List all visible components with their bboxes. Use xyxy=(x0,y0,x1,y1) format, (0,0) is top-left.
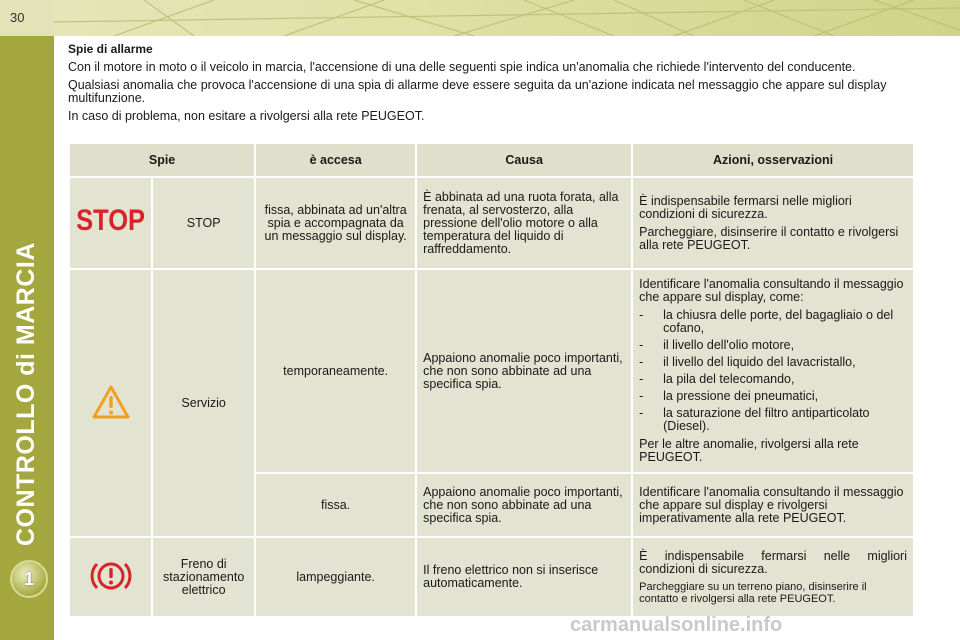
spie-cell: Freno di stazionamento elettrico xyxy=(152,537,255,617)
page-number: 30 xyxy=(0,0,54,36)
chapter-badge xyxy=(10,560,48,598)
intro-paragraph-3: In caso di problema, non esitare a rivolgersi alla rete PEUGEOT. xyxy=(68,109,425,123)
causa-cell: Appaiono anomalie poco importanti, che non sono abbinate ad una specifica spia. xyxy=(416,269,632,473)
intro-paragraph-1: Con il motore in moto o il veicolo in marcia, l'accensione di una delle seguenti spie indica un'anomalia che richiede l'intervento del conducente. xyxy=(68,60,856,74)
accesa-cell: temporaneamente. xyxy=(255,269,416,473)
accesa-cell: fissa, abbinata ad un'altra spia e accompagnata da un messaggio sul display. xyxy=(255,177,416,269)
list-item: - il livello dell'olio motore, xyxy=(639,339,907,352)
table-header-row xyxy=(69,143,914,177)
spie-cell: Servizio xyxy=(152,269,255,537)
accesa-cell: fissa. xyxy=(255,473,416,537)
table-row xyxy=(69,269,914,473)
list-item: - la saturazione del filtro antiparticolato (Diesel). xyxy=(639,407,907,433)
spie-cell: STOP xyxy=(152,177,255,269)
icon-cell xyxy=(69,537,152,617)
icon-cell xyxy=(69,269,152,537)
causa-cell: Appaiono anomalie poco importanti, che non sono abbinate ad una specifica spia. xyxy=(416,473,632,537)
icon-cell xyxy=(69,177,152,269)
header-accesa: è accesa xyxy=(255,143,416,177)
azioni-cell xyxy=(632,269,914,473)
header-band xyxy=(54,0,960,36)
stop-icon: STOP xyxy=(76,203,146,237)
watermark: carmanualsonline.info xyxy=(570,614,783,636)
header-causa: Causa xyxy=(416,143,632,177)
section-heading: Spie di allarme xyxy=(68,42,153,56)
list-item: - la chiusra delle porte, del bagagliaio o del cofano, xyxy=(639,309,907,335)
azioni-cell: Identificare l'anomalia consultando il messaggio che appare sul display e rivolgersi imperativamente alla rete PEUGEOT. xyxy=(632,473,914,537)
azioni-cell xyxy=(632,177,914,269)
list-item: - la pressione dei pneumatici, xyxy=(639,390,907,403)
causa-cell: Il freno elettrico non si inserisce automaticamente. xyxy=(416,537,632,617)
table-row xyxy=(69,537,914,617)
azioni-text: È indispensabile fermarsi nelle migliori condizioni di sicurezza. xyxy=(639,548,907,576)
intro-section xyxy=(68,43,918,128)
table-row xyxy=(69,177,914,269)
list-item: - la pila del telecomando, xyxy=(639,373,907,386)
header-decoration xyxy=(54,0,960,36)
azioni-list xyxy=(639,309,907,433)
azioni-text: È indispensabile fermarsi nelle migliori condizioni di sicurezza. xyxy=(639,193,852,221)
list-item: - il livello del liquido del lavacristallo, xyxy=(639,356,907,369)
azioni-text: Parcheggiare su un terreno piano, disinserire il contatto e rivolgersi alla rete PEUGEOT. xyxy=(639,580,867,605)
azioni-text: Identificare l'anomalia consultando il messaggio che appare sul display, come: xyxy=(639,277,904,304)
azioni-text: Per le altre anomalie, rivolgersi alla rete PEUGEOT. xyxy=(639,437,859,464)
intro-paragraph-2: Qualsiasi anomalia che provoca l'accensione di una spia di allarme deve essere seguita da un'azione indicata nel messaggio che appare sul display multifunzione. xyxy=(68,78,887,105)
warning-lamps-table xyxy=(68,142,915,618)
chapter-number: 1 xyxy=(23,569,34,589)
section-title: CONTROLLO di MARCIA xyxy=(12,242,40,546)
azioni-cell xyxy=(632,537,914,617)
header-azioni: Azioni, osservazioni xyxy=(632,143,914,177)
azioni-text: Parcheggiare, disinserire il contatto e rivolgersi alla rete PEUGEOT. xyxy=(639,224,899,252)
header-spie: Spie xyxy=(69,143,255,177)
causa-cell: È abbinata ad una ruota forata, alla frenata, al servosterzo, alla pressione dell'olio motore o alla temperatura del liquido di raffreddamento. xyxy=(416,177,632,269)
accesa-cell: lampeggiante. xyxy=(255,537,416,617)
warning-triangle-icon xyxy=(91,384,131,420)
parking-brake-icon xyxy=(89,558,133,594)
